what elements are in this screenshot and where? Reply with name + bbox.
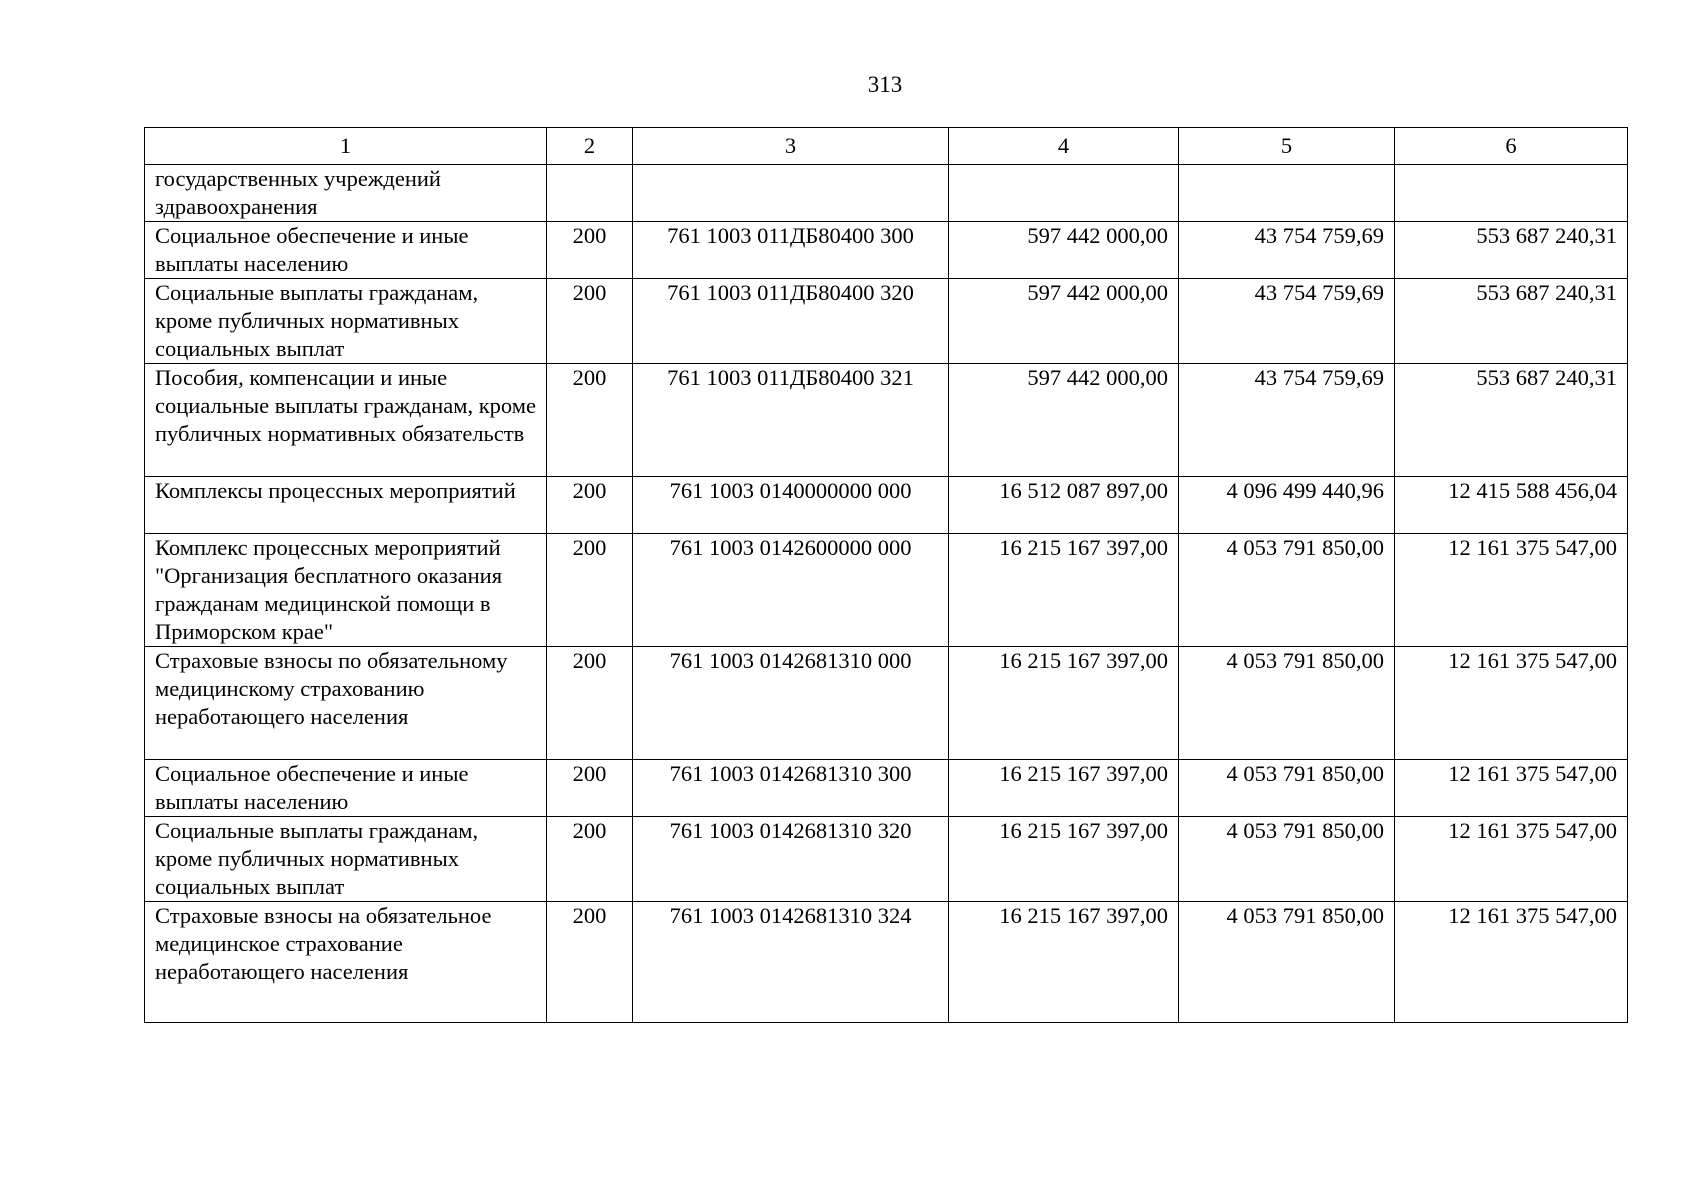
row-name-cell: Комплексы процессных мероприятий	[145, 477, 547, 534]
executed-amount-cell: 4 053 791 850,00	[1179, 902, 1395, 1023]
approved-amount-cell: 597 442 000,00	[949, 222, 1179, 279]
row-name-cell: Комплекс процессных мероприятий "Организация бесплатного оказания гражданам медицинской помощи в Приморском крае"	[145, 534, 547, 647]
table-header-row	[145, 128, 1628, 165]
row-name-cell: государственных учреждений здравоохранения	[145, 165, 547, 222]
row-name-cell: Социальные выплаты гражданам, кроме публичных нормативных социальных выплат	[145, 817, 547, 902]
budget-table	[144, 127, 1628, 1023]
row-name-cell: Пособия, компенсации и иные социальные выплаты гражданам, кроме публичных нормативных обязательств	[145, 364, 547, 477]
remaining-amount-cell: 12 161 375 547,00	[1395, 760, 1628, 817]
column-header: 4	[949, 128, 1179, 165]
classification-cell: 761 1003 0142681310 000	[633, 647, 949, 760]
classification-cell: 761 1003 011ДБ80400 320	[633, 279, 949, 364]
executed-amount-cell: 4 053 791 850,00	[1179, 534, 1395, 647]
budget-code-cell: 200	[547, 902, 633, 1023]
budget-code-cell: 200	[547, 477, 633, 534]
budget-code-cell: 200	[547, 222, 633, 279]
budget-code-cell: 200	[547, 647, 633, 760]
approved-amount-cell: 597 442 000,00	[949, 279, 1179, 364]
executed-amount-cell: 4 053 791 850,00	[1179, 760, 1395, 817]
remaining-amount-cell	[1395, 165, 1628, 222]
column-header: 2	[547, 128, 633, 165]
table-row	[145, 222, 1628, 279]
budget-code-cell: 200	[547, 279, 633, 364]
approved-amount-cell: 16 215 167 397,00	[949, 817, 1179, 902]
page-number: 313	[867, 72, 903, 97]
row-name-cell: Социальное обеспечение и иные выплаты населению	[145, 222, 547, 279]
table-row	[145, 902, 1628, 1023]
column-header: 3	[633, 128, 949, 165]
executed-amount-cell: 43 754 759,69	[1179, 364, 1395, 477]
executed-amount-cell: 4 053 791 850,00	[1179, 647, 1395, 760]
executed-amount-cell: 43 754 759,69	[1179, 222, 1395, 279]
column-header: 6	[1395, 128, 1628, 165]
remaining-amount-cell: 553 687 240,31	[1395, 364, 1628, 477]
table-row	[145, 279, 1628, 364]
classification-cell: 761 1003 0142600000 000	[633, 534, 949, 647]
classification-cell: 761 1003 011ДБ80400 321	[633, 364, 949, 477]
classification-cell	[633, 165, 949, 222]
row-name-cell: Социальное обеспечение и иные выплаты населению	[145, 760, 547, 817]
budget-code-cell	[547, 165, 633, 222]
executed-amount-cell: 43 754 759,69	[1179, 279, 1395, 364]
classification-cell: 761 1003 011ДБ80400 300	[633, 222, 949, 279]
classification-cell: 761 1003 0140000000 000	[633, 477, 949, 534]
budget-code-cell: 200	[547, 534, 633, 647]
classification-cell: 761 1003 0142681310 320	[633, 817, 949, 902]
remaining-amount-cell: 553 687 240,31	[1395, 222, 1628, 279]
remaining-amount-cell: 12 415 588 456,04	[1395, 477, 1628, 534]
executed-amount-cell: 4 096 499 440,96	[1179, 477, 1395, 534]
approved-amount-cell: 16 215 167 397,00	[949, 902, 1179, 1023]
table-row	[145, 534, 1628, 647]
approved-amount-cell: 597 442 000,00	[949, 364, 1179, 477]
table-row	[145, 364, 1628, 477]
approved-amount-cell: 16 215 167 397,00	[949, 647, 1179, 760]
remaining-amount-cell: 553 687 240,31	[1395, 279, 1628, 364]
remaining-amount-cell: 12 161 375 547,00	[1395, 902, 1628, 1023]
executed-amount-cell	[1179, 165, 1395, 222]
row-name-cell: Страховые взносы на обязательное медицинское страхование неработающего населения	[145, 902, 547, 1023]
column-header: 5	[1179, 128, 1395, 165]
remaining-amount-cell: 12 161 375 547,00	[1395, 647, 1628, 760]
classification-cell: 761 1003 0142681310 300	[633, 760, 949, 817]
classification-cell: 761 1003 0142681310 324	[633, 902, 949, 1023]
table-row	[145, 647, 1628, 760]
budget-code-cell: 200	[547, 817, 633, 902]
table-row	[145, 165, 1628, 222]
budget-code-cell: 200	[547, 364, 633, 477]
budget-code-cell: 200	[547, 760, 633, 817]
row-name-cell: Социальные выплаты гражданам, кроме публичных нормативных социальных выплат	[145, 279, 547, 364]
approved-amount-cell: 16 512 087 897,00	[949, 477, 1179, 534]
row-name-cell: Страховые взносы по обязательному медицинскому страхованию неработающего населения	[145, 647, 547, 760]
remaining-amount-cell: 12 161 375 547,00	[1395, 817, 1628, 902]
column-header: 1	[145, 128, 547, 165]
table-row	[145, 817, 1628, 902]
table-row	[145, 760, 1628, 817]
approved-amount-cell: 16 215 167 397,00	[949, 534, 1179, 647]
remaining-amount-cell: 12 161 375 547,00	[1395, 534, 1628, 647]
table-row	[145, 477, 1628, 534]
executed-amount-cell: 4 053 791 850,00	[1179, 817, 1395, 902]
approved-amount-cell	[949, 165, 1179, 222]
approved-amount-cell: 16 215 167 397,00	[949, 760, 1179, 817]
